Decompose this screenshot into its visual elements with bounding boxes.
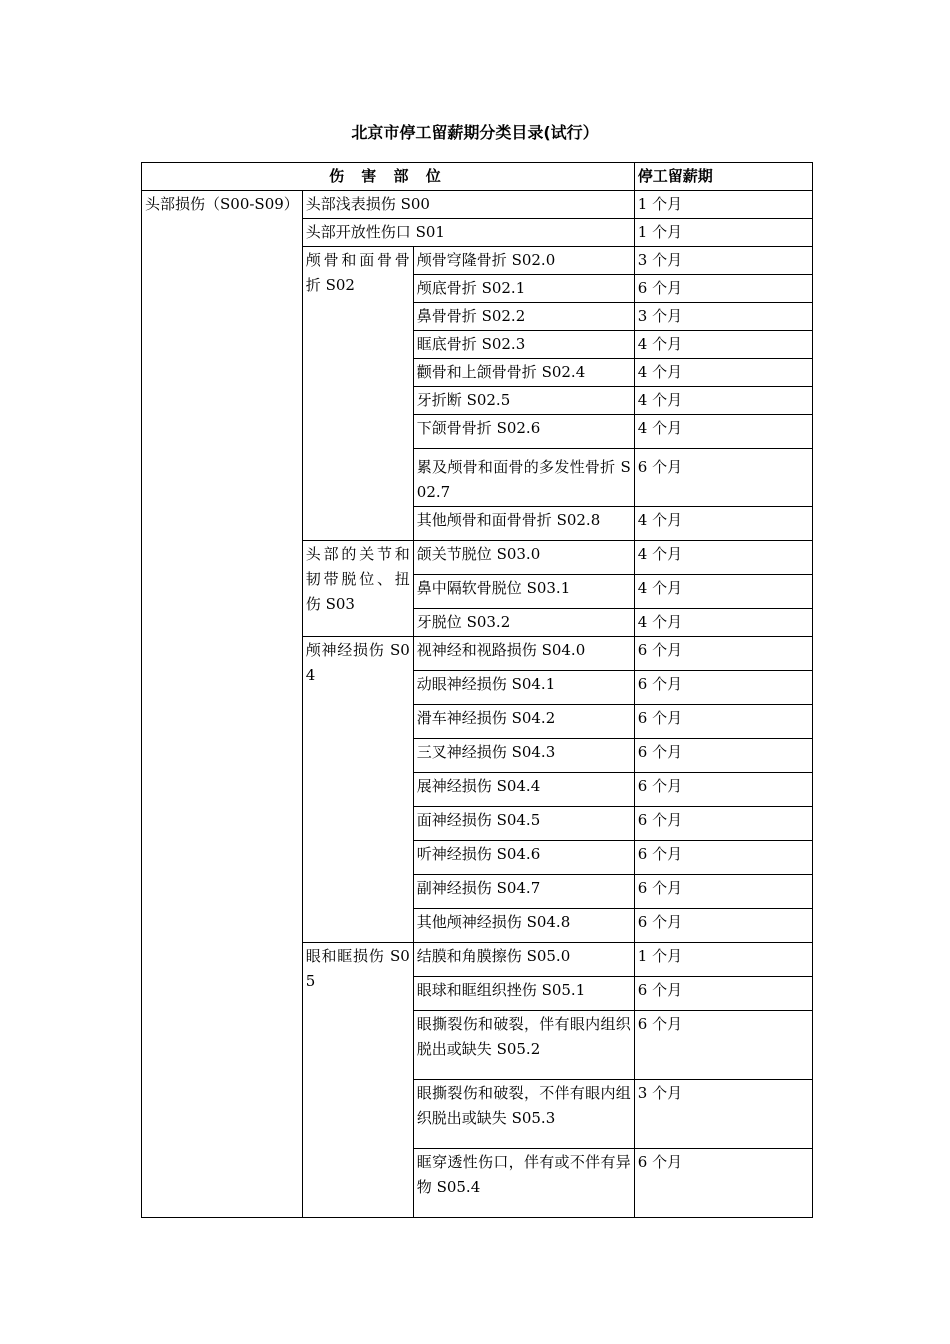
period-cell: 4 个月 [634, 387, 812, 415]
period-cell: 4 个月 [634, 541, 812, 575]
period-cell: 3 个月 [634, 303, 812, 331]
item-cell: 鼻中隔软骨脱位 S03.1 [413, 575, 634, 609]
category-cell: 颅骨和面骨骨折 S02 [302, 247, 413, 541]
period-cell: 6 个月 [634, 637, 812, 671]
category-cell: 头部浅表损伤 S00 [302, 191, 634, 219]
item-cell: 鼻骨骨折 S02.2 [413, 303, 634, 331]
item-cell: 眼撕裂伤和破裂，不伴有眼内组织脱出或缺失 S05.3 [413, 1080, 634, 1149]
category-cell: 眼和眶损伤 S05 [302, 943, 413, 1218]
period-cell: 4 个月 [634, 507, 812, 541]
item-cell: 其他颅骨和面骨骨折 S02.8 [413, 507, 634, 541]
category-cell: 头部开放性伤口 S01 [302, 219, 634, 247]
period-cell: 4 个月 [634, 609, 812, 637]
period-cell: 4 个月 [634, 359, 812, 387]
category-cell: 颅神经损伤 S04 [302, 637, 413, 943]
item-cell: 其他颅神经损伤 S04.8 [413, 909, 634, 943]
injury-table [141, 162, 813, 1218]
item-cell: 动眼神经损伤 S04.1 [413, 671, 634, 705]
item-cell: 颧骨和上颌骨骨折 S02.4 [413, 359, 634, 387]
table-header-row [142, 163, 813, 191]
period-cell: 6 个月 [634, 875, 812, 909]
period-cell: 1 个月 [634, 219, 812, 247]
item-cell: 颅底骨折 S02.1 [413, 275, 634, 303]
period-cell: 6 个月 [634, 909, 812, 943]
item-cell: 眼球和眶组织挫伤 S05.1 [413, 977, 634, 1011]
period-cell: 6 个月 [634, 739, 812, 773]
table-row [142, 191, 813, 219]
period-cell: 4 个月 [634, 575, 812, 609]
period-cell: 6 个月 [634, 977, 812, 1011]
period-cell: 6 个月 [634, 671, 812, 705]
item-cell: 颅骨穹隆骨折 S02.0 [413, 247, 634, 275]
period-cell: 3 个月 [634, 247, 812, 275]
period-cell: 6 个月 [634, 807, 812, 841]
item-cell: 三叉神经损伤 S04.3 [413, 739, 634, 773]
period-cell: 1 个月 [634, 943, 812, 977]
item-cell: 累及颅骨和面骨的多发性骨折 S02.7 [413, 449, 634, 507]
period-cell: 6 个月 [634, 841, 812, 875]
period-cell: 4 个月 [634, 331, 812, 359]
item-cell: 眼撕裂伤和破裂，伴有眼内组织脱出或缺失 S05.2 [413, 1011, 634, 1080]
item-cell: 面神经损伤 S04.5 [413, 807, 634, 841]
category-cell: 头部的关节和韧带脱位、扭伤 S03 [302, 541, 413, 637]
item-cell: 牙脱位 S03.2 [413, 609, 634, 637]
header-injury-part: 伤 害 部 位 [142, 163, 635, 191]
period-cell: 6 个月 [634, 1149, 812, 1218]
period-cell: 6 个月 [634, 1011, 812, 1080]
period-cell: 3 个月 [634, 1080, 812, 1149]
item-cell: 眶穿透性伤口，伴有或不伴有异物 S05.4 [413, 1149, 634, 1218]
item-cell: 滑车神经损伤 S04.2 [413, 705, 634, 739]
period-cell: 1 个月 [634, 191, 812, 219]
item-cell: 听神经损伤 S04.6 [413, 841, 634, 875]
period-cell: 6 个月 [634, 705, 812, 739]
period-cell: 6 个月 [634, 773, 812, 807]
region-cell: 头部损伤（S00-S09） [142, 191, 303, 1218]
period-cell: 6 个月 [634, 449, 812, 507]
item-cell: 颌关节脱位 S03.0 [413, 541, 634, 575]
period-cell: 4 个月 [634, 415, 812, 449]
page-title: 北京市停工留薪期分类目录(试行） [351, 123, 599, 142]
item-cell: 下颌骨骨折 S02.6 [413, 415, 634, 449]
item-cell: 牙折断 S02.5 [413, 387, 634, 415]
item-cell: 结膜和角膜擦伤 S05.0 [413, 943, 634, 977]
item-cell: 展神经损伤 S04.4 [413, 773, 634, 807]
item-cell: 副神经损伤 S04.7 [413, 875, 634, 909]
item-cell: 视神经和视路损伤 S04.0 [413, 637, 634, 671]
header-leave-period: 停工留薪期 [634, 163, 812, 191]
period-cell: 6 个月 [634, 275, 812, 303]
item-cell: 眶底骨折 S02.3 [413, 331, 634, 359]
